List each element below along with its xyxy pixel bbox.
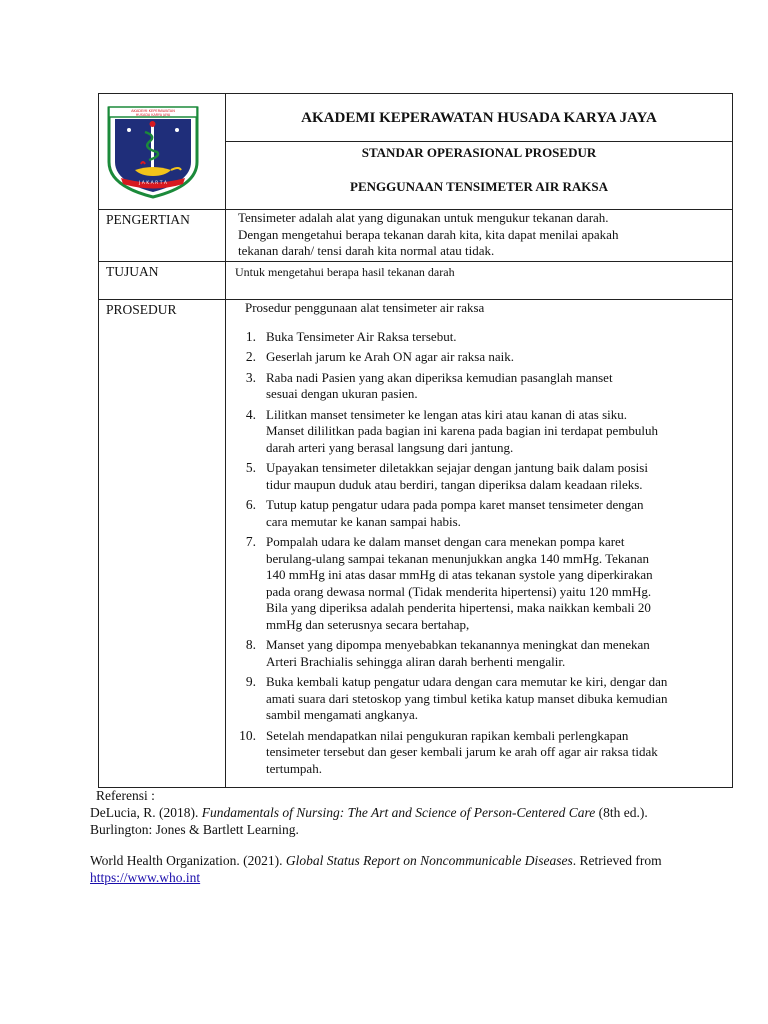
step-number: 2. (245, 349, 256, 364)
step-line: Geserlah jarum ke Arah ON agar air raksa naik. (266, 349, 514, 364)
prosedur-content (226, 300, 733, 788)
step-text (266, 460, 694, 493)
step-line: cara memutar ke kanan sampai habis. (266, 513, 461, 529)
step-number: 6. (245, 497, 256, 512)
procedure-steps (226, 329, 732, 778)
step-line: Lilitkan manset tensimeter ke lengan atas kiri atau kanan di atas siku. (266, 406, 627, 422)
step-line: Manset dililitkan pada bagian ini karena pada bagian ini terdapat pembuluh (266, 423, 659, 438)
logo-bottom-text: J A K A R T A (139, 181, 167, 186)
logo-top-text-1: AKADEMI KEPERAWATAN (131, 109, 175, 113)
logo-cell (99, 94, 226, 210)
step-line: berulang-ulang sampai tekanan menunjukkan angka 140 mmHg. Tekanan (266, 550, 649, 566)
step-line: Arteri Brachialis sehingga aliran darah berhenti mengalir. (266, 653, 566, 669)
pengertian-line-1: Tensimeter adalah alat yang digunakan untuk mengukur tekanan darah. (238, 210, 609, 225)
procedure-step (226, 674, 732, 724)
step-line: Raba nadi Pasien yang akan diperiksa kemudian pasanglah manset (266, 369, 613, 385)
ref2-title: Global Status Report on Noncommunicable Diseases (285, 853, 573, 868)
procedure-step (226, 728, 732, 778)
step-line: Setelah mendapatkan nilai pengukuran rapikan kembali perlengkapan (266, 727, 629, 743)
step-line: sesuai dengan ukuran pasien. (266, 386, 418, 401)
procedure-step (226, 497, 732, 530)
pengertian-label: PENGERTIAN (99, 210, 226, 262)
step-number: 9. (245, 674, 256, 689)
procedure-step (226, 329, 732, 346)
reference-2 (90, 853, 662, 886)
institution-name: AKADEMI KEPERAWATAN HUSADA KARYA JAYA (226, 94, 733, 142)
step-number: 4. (245, 406, 256, 422)
step-text (266, 497, 694, 530)
tujuan-content (226, 262, 733, 300)
step-line: sambil mengamati angkanya. (266, 707, 418, 722)
step-number: 1. (245, 328, 256, 344)
step-number: 7. (245, 534, 256, 549)
step-line: tertumpah. (266, 760, 322, 776)
ref2-tail: . Retrieved from (572, 853, 662, 868)
step-line: tensimeter tersebut dan geser kembali jarum ke arah off agar air raksa tidak (266, 744, 658, 759)
ref1-publisher: Burlington: Jones & Bartlett Learning. (90, 821, 299, 837)
step-text (266, 349, 694, 366)
step-text (266, 329, 694, 346)
step-text (266, 534, 694, 633)
prosedur-label: PROSEDUR (99, 300, 226, 788)
step-line: tidur maupun duduk atau berdiri, tangan diperiksa dalam keadaan rileks. (266, 476, 643, 492)
step-line: mmHg dan seterusnya secara bertahap, (266, 616, 470, 632)
procedure-step (226, 407, 732, 457)
step-number: 5. (245, 460, 256, 475)
step-line: Tutup katup pengatur udara pada pompa karet manset tensimeter dengan (266, 497, 644, 512)
step-line: Buka kembali katup pengatur udara dengan cara memutar ke kiri, dengar dan (266, 674, 668, 689)
step-text (266, 728, 694, 778)
sop-table (98, 93, 733, 788)
ref1-edition: (8th ed.). (595, 805, 648, 820)
reference-1 (90, 805, 648, 838)
step-number: 10. (239, 727, 256, 743)
pengertian-line-3: tekanan darah/ tensi darah kita normal atau tidak. (238, 243, 495, 258)
institution-logo (99, 94, 223, 208)
pengertian-content (226, 210, 733, 262)
step-text (266, 407, 694, 457)
step-line: Upayakan tensimeter diletakkan sejajar dengan jantung baik dalam posisi (266, 460, 648, 475)
step-text (266, 674, 694, 724)
who-link[interactable]: https://www.who.int (90, 869, 201, 885)
doc-title: PENGGUNAAN TENSIMETER AIR RAKSA (350, 179, 608, 194)
procedure-step (226, 460, 732, 493)
procedure-step (226, 370, 732, 403)
step-line: Manset yang dipompa menyebabkan tekanannya meningkat dan menekan (266, 637, 650, 652)
procedure-step (226, 349, 732, 366)
step-line: pada orang dewasa normal (Tidak menderita hipertensi) yaitu 120 mmHg. (266, 583, 652, 599)
ref2-author: World Health Organization. (2021). (90, 853, 286, 868)
step-line: Bila yang diperiksa adalah penderita hipertensi, maka naikkan kembali 20 (266, 600, 651, 615)
procedure-step (226, 534, 732, 633)
step-text (266, 370, 694, 403)
logo-top-text-2: HUSADA KARYA JAYA (135, 113, 171, 117)
step-line: 140 mmHg ini atas dasar mmHg di atas tekanan systole yang diperkirakan (266, 567, 653, 582)
step-text (266, 637, 694, 670)
tujuan-text: Untuk mengetahui berapa hasil tekanan darah (235, 265, 455, 279)
step-number: 8. (245, 637, 256, 652)
tujuan-label: TUJUAN (99, 262, 226, 300)
ref1-author: DeLucia, R. (2018). (90, 805, 202, 820)
sop-title-cell (226, 142, 733, 210)
doc-type: STANDAR OPERASIONAL PROSEDUR (361, 145, 597, 160)
step-line: Pompalah udara ke dalam manset dengan cara menekan pompa karet (266, 534, 625, 549)
step-line: amati suara dari stetoskop yang timbul ketika katup manset dibuka kemudian (266, 690, 668, 706)
step-line: Buka Tensimeter Air Raksa tersebut. (266, 328, 457, 344)
procedure-step (226, 637, 732, 670)
ref1-title: Fundamentals of Nursing: The Art and Science of Person-Centered Care (201, 805, 596, 820)
step-line: darah arteri yang berasal langsung dari jantung. (266, 439, 514, 455)
references-heading: Referensi : (96, 788, 155, 803)
step-number: 3. (245, 369, 256, 385)
pengertian-line-2: Dengan mengetahui berapa tekanan darah kita, kita dapat menilai apakah (238, 226, 619, 242)
prosedur-intro: Prosedur penggunaan alat tensimeter air raksa (245, 300, 485, 315)
